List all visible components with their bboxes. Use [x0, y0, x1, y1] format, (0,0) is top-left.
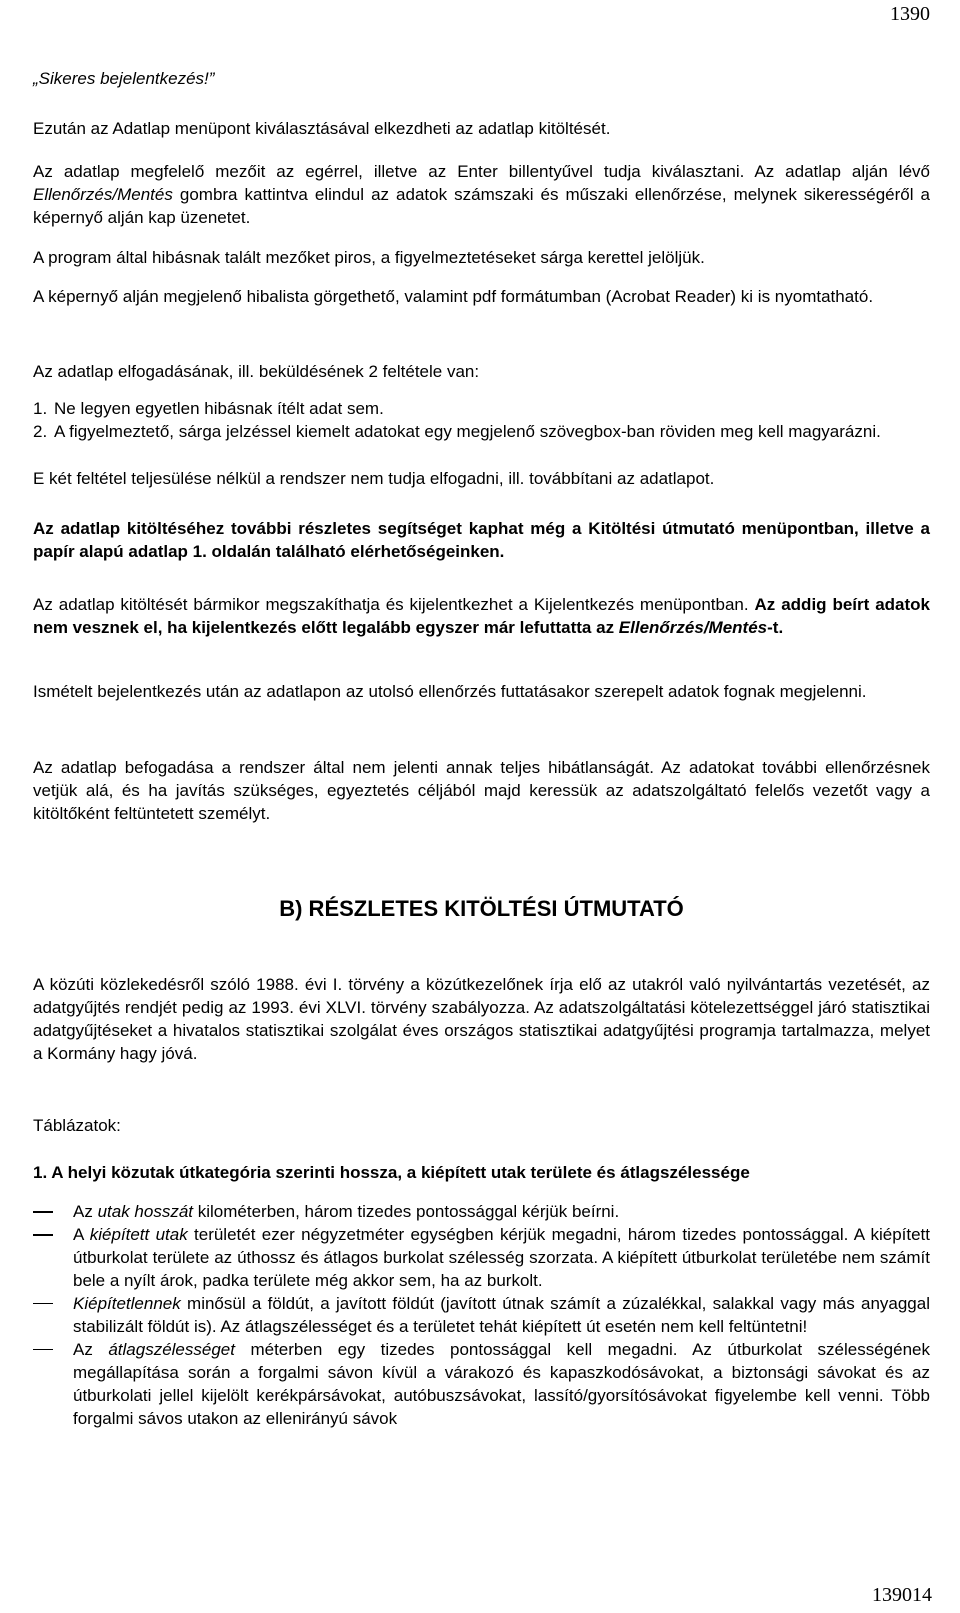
dash-bullet — [33, 1211, 53, 1213]
paragraph-adatlap-menu: Ezután az Adatlap menüpont kiválasztásával elkezdheti az adatlap kitöltését. — [33, 119, 611, 138]
paragraph-help-info: Az adatlap kitöltéséhez további részletes segítséget kaphat még a Kitöltési útmutató menüpontban, illetve a papír alapú adatlap 1. oldalán található elérhetőségeinken. — [33, 519, 930, 561]
list-item — [33, 1292, 930, 1338]
paragraph-conditions-note: E két feltétel teljesülése nélkül a rendszer nem tudja elfogadni, ill. továbbítani az adatlapot. — [33, 469, 715, 488]
text: méterben egy tizedes pontossággal kell megadni. Az útburkolat szélességének megállapítása során a forgalmi sávon kívül a várakozó és kapaszkodósávokat, a biztonsági sávokat és az útburkolati jellel kijelölt kerékpársávokat, autóbuszsávokat, lassító/gyorsítósávokat figyelembe kell venni. Több forgalmi sávos utakon az ellenirányú sávok — [73, 1340, 930, 1428]
conditions-list — [33, 397, 930, 443]
section-b-heading: B) RÉSZLETES KITÖLTÉSI ÚTMUTATÓ — [279, 896, 684, 921]
list-text: Ne legyen egyetlen hibásnak ítélt adat sem. — [54, 399, 384, 418]
page-number-top: 1390 — [890, 3, 930, 25]
page-number-bottom: 139014 — [872, 1584, 932, 1606]
text: minősül a földút, a javított földút (javított útnak számít a zúzalékkal, salakkal vagy más anyaggal stabilizált földút is). Az átlagszélességet és a területet tehát kiépített út esetén nem kell feltüntetni! — [73, 1294, 930, 1336]
term: kiépített utak — [89, 1225, 188, 1244]
paragraph-field-selection — [33, 160, 930, 229]
ellenorzes-mentes-term: Ellenőrzés/Mentés — [618, 618, 768, 637]
paragraph-relogin: Ismételt bejelentkezés után az adatlapon az utolsó ellenőrzés futtatásakor szerepelt adatok fognak megjelenni. — [33, 682, 867, 701]
list-number: 2. — [33, 422, 48, 441]
paragraph-error-list: A képernyő alján megjelenő hibalista görgethető, valamint pdf formátumban (Acrobat Reader) ki is nyomtatható. — [33, 287, 874, 306]
dash-bullet — [33, 1234, 53, 1236]
tables-label: Táblázatok: — [33, 1116, 121, 1135]
paragraph-error-colors: A program által hibásnak talált mezőket piros, a figyelmeztetéseket sárga kerettel jelöljük. — [33, 248, 705, 267]
list-number: 1. — [33, 399, 48, 418]
table-1-instructions — [33, 1200, 930, 1430]
text: Az — [73, 1340, 109, 1359]
list-text: A figyelmeztető, sárga jelzéssel kiemelt adatokat egy megjelenő szövegbox-ban röviden meg kell magyarázni. — [54, 422, 881, 441]
text: területét ezer négyzetméter egységben kérjük megadni, három tizedes pontossággal. A kiépített útburkolat területe az úthossz és átlagos burkolat szélesség szorzata. A kiépített útburkolat területébe nem számít bele a nyílt árok, padka területe még akkor sem, ha az burkolt. — [73, 1225, 930, 1290]
text: A — [73, 1225, 90, 1244]
list-item — [33, 1223, 930, 1292]
list-item — [33, 1200, 930, 1223]
term: utak hosszát — [97, 1202, 194, 1221]
success-message: „Sikeres bejelentkezés!” — [33, 69, 215, 88]
text: Az — [73, 1202, 98, 1221]
text: gombra kattintva elindul az adatok számszaki és műszaki ellenőrzése, melynek sikerességéről a képernyő alján kap üzenetet. — [33, 185, 930, 227]
text-bold: -t. — [767, 618, 784, 637]
term: Kiépítetlennek — [73, 1294, 181, 1313]
text: Az adatlap megfelelő mezőit az egérrel, illetve az Enter billentyűvel tudja kiválasztani. Az adatlap alján lévő — [33, 162, 930, 181]
list-item — [33, 1338, 930, 1430]
text: kilométerben, három tizedes pontossággal kérjük beírni. — [193, 1202, 620, 1221]
table-1-title: 1. A helyi közutak útkategória szerinti hossza, a kiépített utak területe és átlagszélessége — [33, 1163, 750, 1182]
list-item — [33, 397, 930, 420]
paragraph-acceptance: Az adatlap befogadása a rendszer által nem jelenti annak teljes hibátlanságát. Az adatokat további ellenőrzésnek vetjük alá, és ha javítás szükséges, egyeztetés céljából majd keressük az adatszolgáltató felelős vezetőt vagy a kitöltőként feltüntetett személyt. — [33, 758, 930, 823]
term: átlagszélességet — [108, 1340, 235, 1359]
dash-bullet — [33, 1303, 53, 1304]
paragraph-logout — [33, 593, 930, 639]
paragraph-legal-basis: A közúti közlekedésről szóló 1988. évi I. törvény a közútkezelőnek írja elő az utakról való nyilvántartás vezetését, az adatgyűjtés rendjét pedig az 1993. évi XLVI. törvény szabályozza. Az adatszolgáltatási kötelezettséggel járó statisztikai adatgyűjtéseket a hivatalos statisztikai szolgálat éves országos statisztikai adatgyűjtési programja tartalmazza, melyet a Kormány hagy jóvá. — [33, 975, 930, 1063]
text: Az adatlap kitöltését bármikor megszakíthatja és kijelentkezhet a Kijelentkezés menüpontban. — [33, 595, 755, 614]
text-bold: Az addig beírt adatok nem vesznek el, ha kijelentkezés előtt legalább egyszer már lefuttatta az — [33, 595, 930, 637]
dash-bullet — [33, 1349, 53, 1350]
list-item — [33, 420, 930, 443]
ellenorzes-mentes-term: Ellenőrzés/Mentés — [33, 185, 173, 204]
paragraph-conditions-intro: Az adatlap elfogadásának, ill. beküldésének 2 feltétele van: — [33, 362, 480, 381]
